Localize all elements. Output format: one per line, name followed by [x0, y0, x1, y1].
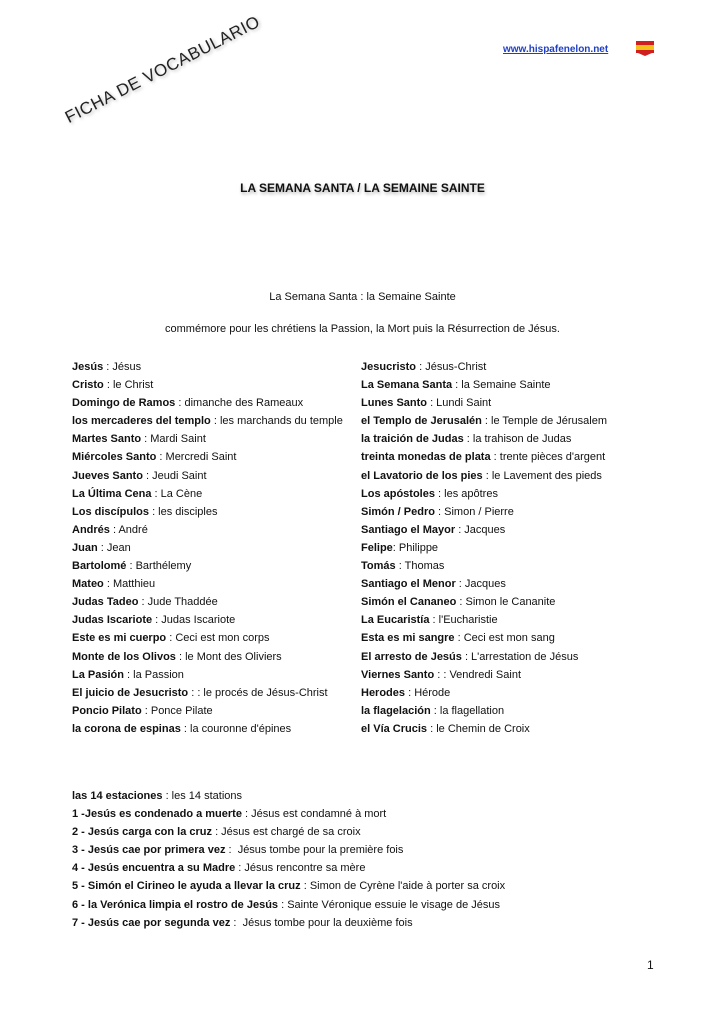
station-term: 4 - Jesús encuentra a su Madre — [72, 862, 236, 875]
vocab-translation: : la flagellation — [430, 704, 505, 717]
vocab-term: Herodes — [361, 686, 406, 699]
vocab-translation: : : le procés de Jésus-Christ — [188, 686, 328, 699]
station-translation: : Sainte Véronique essuie le visage de Jésus — [278, 898, 501, 911]
vocab-translation: : le Temple de Jérusalem — [481, 415, 607, 428]
vocab-translation: : Mardi Saint — [141, 433, 206, 446]
vocab-entry — [361, 578, 662, 596]
vocab-translation: : le Christ — [103, 379, 154, 392]
vocab-entry — [361, 542, 662, 560]
vocab-term: Tomás — [361, 560, 396, 573]
vocab-translation: : Jacques — [455, 523, 506, 536]
vocab-entry — [72, 596, 361, 614]
vocab-entry — [72, 578, 361, 596]
vocab-term: Simón / Pedro — [361, 505, 435, 518]
vocab-translation: : la couronne d'épines — [180, 722, 292, 735]
vocab-translation: : Ceci est mon corps — [166, 632, 270, 645]
vocab-term: La Última Cena — [72, 487, 152, 500]
vocab-term: Poncio Pilato — [72, 704, 142, 717]
vocab-term: Judas Tadeo — [72, 596, 139, 609]
vocab-term: Mateo — [72, 578, 104, 591]
vocab-entry — [72, 560, 361, 578]
vocab-entry — [72, 470, 361, 488]
vocab-translation: : les marchands du temple — [210, 415, 343, 428]
vocab-translation: : Lundi Saint — [427, 397, 492, 410]
vocab-term: Martes Santo — [72, 433, 142, 446]
vocab-translation: : Jean — [97, 541, 131, 554]
vocab-entry — [72, 687, 361, 705]
vocab-entry — [361, 632, 662, 650]
vocab-entry — [361, 379, 662, 397]
fiche-label: FICHA DE VOCABULARIO — [62, 11, 264, 127]
vocab-translation: : Thomas — [395, 560, 445, 573]
vocab-entry — [72, 723, 361, 741]
vocab-entry — [361, 596, 662, 614]
station-translation: : les 14 stations — [162, 790, 243, 802]
vocab-term: Miércoles Santo — [72, 451, 157, 464]
station-item — [72, 844, 672, 862]
vocab-translation: : Judas Iscariote — [152, 614, 236, 627]
vocab-entry — [72, 669, 361, 687]
vocab-translation: : la trahison de Judas — [463, 433, 572, 446]
vocab-entry — [361, 361, 662, 379]
vocab-translation: : Matthieu — [103, 578, 156, 591]
vocab-translation: : Jeudi Saint — [142, 469, 207, 482]
vocab-entry — [72, 614, 361, 632]
station-term: las 14 estaciones — [72, 790, 163, 802]
vocab-term: Andrés — [72, 523, 110, 536]
vocab-term: la flagelación — [361, 704, 431, 717]
vocab-translation: : les disciples — [149, 505, 218, 518]
vocab-term: el Lavatorio de los pies — [361, 469, 483, 482]
vocab-entry — [72, 632, 361, 650]
vocab-term: La Semana Santa — [361, 379, 453, 392]
station-item — [72, 899, 672, 917]
station-term: 3 - Jesús cae por primera vez — [72, 844, 226, 857]
vocab-entry — [72, 361, 361, 379]
vocab-term: La Pasión — [72, 668, 124, 681]
page-number: 1 — [647, 958, 654, 972]
vocab-entry — [72, 651, 361, 669]
vocab-term: Domingo de Ramos — [72, 397, 176, 410]
vocab-entry — [361, 415, 662, 433]
vocab-entry — [72, 433, 361, 451]
vocab-translation: : trente pièces d'argent — [490, 451, 606, 464]
page-title: LA SEMANA SANTA / LA SEMAINE SAINTE — [240, 181, 485, 195]
vocab-translation: : la Semaine Sainte — [452, 379, 551, 392]
vocab-entry — [361, 687, 662, 705]
station-item — [72, 808, 672, 826]
intro-line-2: commémore pour les chrétiens la Passion, la Mort puis la Résurrection de Jésus. — [165, 323, 560, 335]
vocab-translation: : Ponce Pilate — [141, 704, 213, 717]
vocab-term: Cristo — [72, 379, 104, 392]
station-translation: : Simon de Cyrène l'aide à porter sa croix — [300, 880, 506, 893]
vocab-entry — [361, 397, 662, 415]
station-item — [72, 826, 672, 844]
vocab-term: treinta monedas de plata — [361, 451, 491, 464]
vocab-term: Judas Iscariote — [72, 614, 153, 627]
vocab-translation: : Simon / Pierre — [434, 505, 514, 518]
station-term: 6 - la Verónica limpia el rostro de Jesús — [72, 898, 279, 911]
vocab-entry — [361, 705, 662, 723]
vocab-translation: : Barthélemy — [126, 560, 192, 573]
vocab-term: el Vía Crucis — [361, 722, 428, 735]
vocab-term: Lunes Santo — [361, 397, 428, 410]
vocab-entry — [361, 560, 662, 578]
vocab-translation: : Philippe — [392, 541, 439, 554]
vocab-term: los mercaderes del templo — [72, 415, 211, 428]
vocab-entry — [361, 669, 662, 687]
vocab-term: Santiago el Mayor — [361, 523, 456, 536]
station-item — [72, 880, 672, 898]
vocab-translation: : Ceci est mon sang — [454, 632, 555, 645]
vocab-term: el Templo de Jerusalén — [361, 415, 482, 428]
vocab-translation: : Mercredi Saint — [156, 451, 237, 464]
vocab-entry — [72, 415, 361, 433]
station-term: 2 - Jesús carga con la cruz — [72, 826, 213, 839]
vocab-term: la corona de espinas — [72, 722, 181, 735]
vocab-term: Juan — [72, 541, 98, 554]
vocab-translation: : dimanche des Rameaux — [175, 397, 304, 410]
stations-list — [72, 790, 672, 935]
vocab-entry — [361, 651, 662, 669]
vocab-entry — [72, 451, 361, 469]
station-term: 7 - Jesús cae por segunda vez — [72, 916, 231, 929]
station-translation: : Jésus rencontre sa mère — [235, 862, 366, 875]
vocab-term: Jesús — [72, 361, 104, 373]
vocab-grid — [72, 361, 662, 741]
vocab-term: Simón el Cananeo — [361, 596, 457, 609]
station-item — [72, 862, 672, 880]
station-translation: : Jésus est chargé de sa croix — [212, 826, 361, 839]
vocab-term: Monte de los Olivos — [72, 650, 176, 663]
vocab-entry — [361, 524, 662, 542]
flag-icon — [636, 41, 654, 56]
vocab-translation: : les apôtres — [434, 487, 498, 500]
vocab-entry — [361, 614, 662, 632]
vocab-term: Santiago el Menor — [361, 578, 456, 591]
station-translation: : Jésus tombe pour la première fois — [225, 844, 404, 857]
station-item — [72, 917, 672, 935]
vocab-term: Bartolomé — [72, 560, 127, 573]
vocab-term: Felipe — [361, 541, 393, 554]
vocab-entry — [72, 397, 361, 415]
vocab-translation: : L'arrestation de Jésus — [461, 650, 579, 663]
vocab-term: Los discípulos — [72, 505, 150, 518]
vocab-entry — [72, 506, 361, 524]
vocab-entry — [72, 705, 361, 723]
vocab-entry — [72, 524, 361, 542]
vocab-entry — [72, 488, 361, 506]
vocab-term: Los apóstoles — [361, 487, 435, 500]
vocab-translation: : le Chemin de Croix — [427, 722, 530, 735]
vocab-term: Jueves Santo — [72, 469, 143, 482]
site-link[interactable]: www.hispafenelon.net — [503, 44, 609, 55]
vocab-translation: : l'Eucharistie — [429, 614, 498, 627]
vocab-translation: : Jésus-Christ — [416, 361, 487, 373]
vocab-entry — [361, 488, 662, 506]
vocab-term: Este es mi cuerpo — [72, 632, 167, 645]
vocab-term: Esta es mi sangre — [361, 632, 455, 645]
vocab-translation: : le Lavement des pieds — [482, 469, 602, 482]
station-item — [72, 790, 672, 808]
vocab-term: El arresto de Jesús — [361, 650, 462, 663]
vocab-translation: : le Mont des Oliviers — [175, 650, 282, 663]
vocab-translation: : Jésus — [103, 361, 142, 373]
vocab-entry — [361, 506, 662, 524]
station-term: 5 - Simón el Cirineo le ayuda a llevar la cruz — [72, 880, 301, 893]
vocab-translation: : André — [109, 523, 148, 536]
station-translation: : Jésus est condamné à mort — [241, 808, 387, 821]
vocab-translation: : la Passion — [123, 668, 184, 681]
vocab-term: Viernes Santo — [361, 668, 435, 681]
vocab-entry — [72, 379, 361, 397]
station-term: 1 -Jesús es condenado a muerte — [72, 808, 242, 821]
vocab-translation: : Hérode — [405, 686, 451, 699]
vocab-entry — [72, 542, 361, 560]
vocab-translation: : Jacques — [455, 578, 506, 591]
vocab-term: la traición de Judas — [361, 433, 464, 446]
vocab-entry — [361, 723, 662, 741]
vocab-entry — [361, 433, 662, 451]
vocab-translation: : La Cène — [151, 487, 203, 500]
vocab-term: El juicio de Jesucristo — [72, 686, 189, 699]
vocab-translation: : Jude Thaddée — [138, 596, 218, 609]
station-translation: : Jésus tombe pour la deuxième fois — [230, 916, 413, 929]
vocab-term: La Eucaristía — [361, 614, 430, 627]
vocab-translation: : Simon le Cananite — [456, 596, 556, 609]
vocab-entry — [361, 451, 662, 469]
vocab-translation: : : Vendredi Saint — [434, 668, 522, 681]
vocab-entry — [361, 470, 662, 488]
intro-line-1: La Semana Santa : la Semaine Sainte — [269, 291, 456, 303]
vocab-term: Jesucristo — [361, 361, 417, 373]
